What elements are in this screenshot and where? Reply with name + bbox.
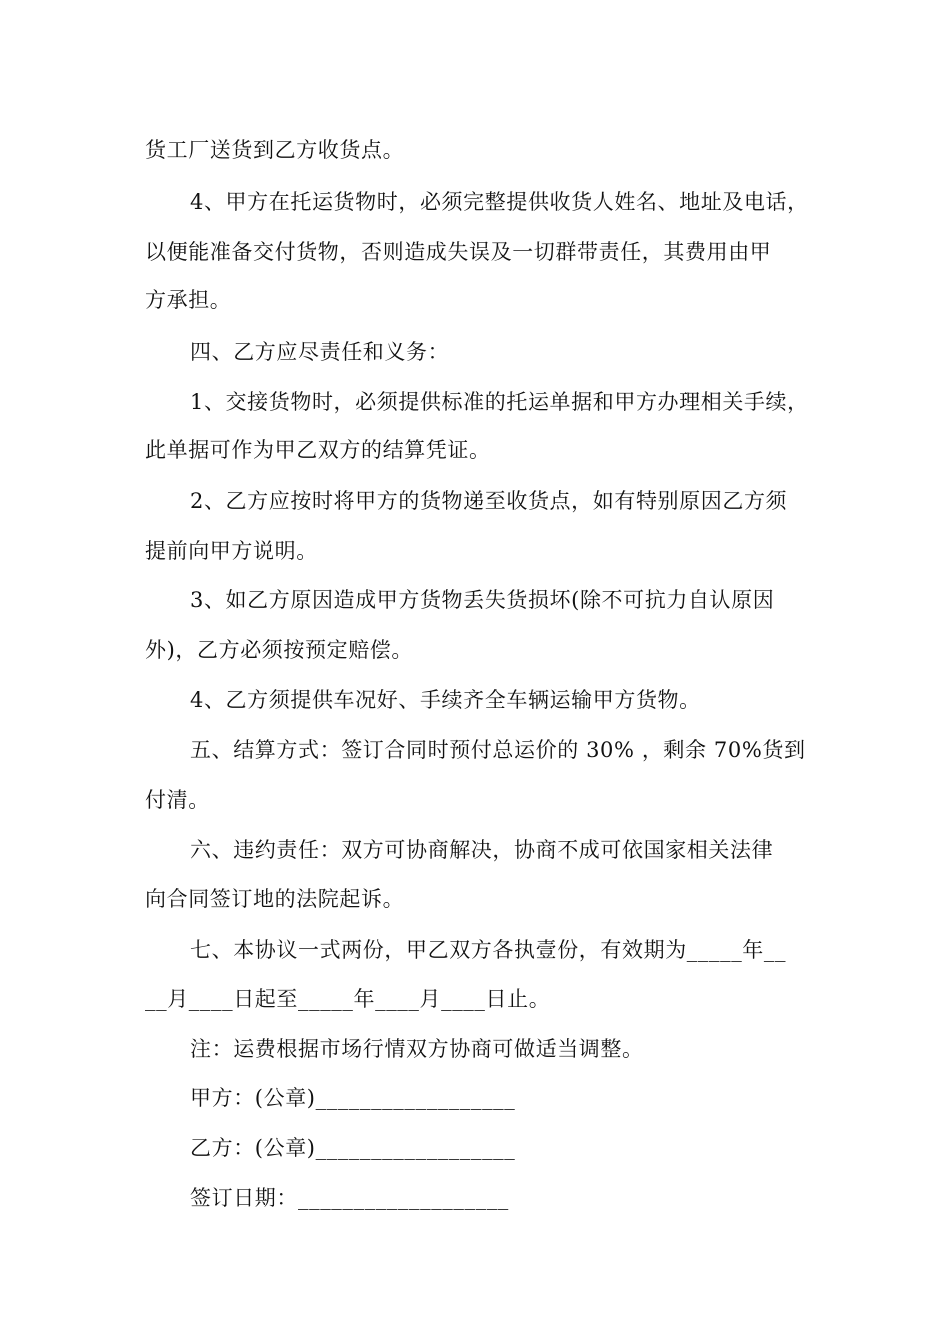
text-line: 向合同签订地的法院起诉。 [145, 887, 405, 911]
text-line: 4、乙方须提供车况好、手续齐全车辆运输甲方货物。 [190, 688, 701, 712]
section-heading: 四、乙方应尽责任和义务： [190, 340, 450, 364]
text-line: 方承担。 [145, 288, 232, 312]
party-a-seal-line: 甲方：(公章)__________________ [190, 1086, 516, 1110]
note-line: 注：运费根据市场行情双方协商可做适当调整。 [190, 1037, 644, 1061]
text-line: 1、交接货物时，必须提供标准的托运单据和甲方办理相关手续， [190, 390, 809, 414]
text-line: 货工厂送货到乙方收货点。 [145, 138, 405, 162]
text-line: 外)，乙方必须按预定赔偿。 [145, 638, 413, 662]
text-line: 4、甲方在托运货物时，必须完整提供收货人姓名、地址及电话， [190, 190, 809, 214]
signing-date-line: 签订日期：___________________ [190, 1186, 509, 1210]
text-line: 付清。 [145, 788, 210, 812]
party-b-seal-line: 乙方：(公章)__________________ [190, 1136, 516, 1160]
text-line: 2、乙方应按时将甲方的货物递至收货点，如有特别原因乙方须 [190, 489, 788, 513]
text-line: __月____日起至_____年____月____日止。 [145, 987, 551, 1011]
section-heading: 七、本协议一式两份，甲乙双方各执壹份，有效期为_____年__ [190, 938, 787, 962]
text-line: 提前向甲方说明。 [145, 539, 318, 563]
section-heading: 五、结算方式：签订合同时预付总运价的 30% ，剩余 70%货到 [190, 738, 806, 762]
text-line: 此单据可作为甲乙双方的结算凭证。 [145, 438, 491, 462]
text-line: 以便能准备交付货物，否则造成失误及一切群带责任，其费用由甲 [145, 240, 772, 264]
section-heading: 六、违约责任：双方可协商解决，协商不成可依国家相关法律 [190, 838, 774, 862]
text-line: 3、如乙方原因造成甲方货物丢失货损坏(除不可抗力自认原因 [190, 588, 775, 612]
